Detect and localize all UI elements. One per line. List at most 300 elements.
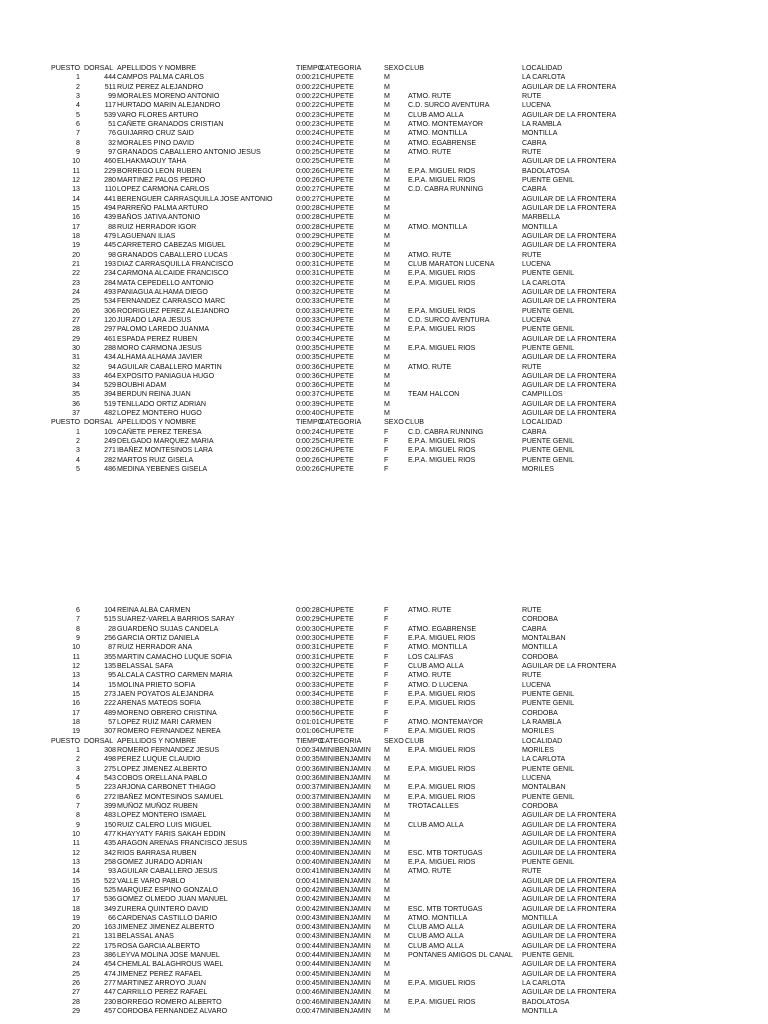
- position-cell: 1: [76, 427, 80, 436]
- club-cell: ATMO. MONTILLA: [408, 222, 468, 231]
- bib-cell: 515: [104, 615, 116, 624]
- bib-cell: 93: [108, 867, 116, 876]
- bib-cell: 284: [104, 278, 116, 287]
- sex-cell: M: [384, 259, 390, 268]
- position-cell: 10: [72, 643, 80, 652]
- category-cell: CHUPETE: [320, 680, 354, 689]
- club-cell: ATMO. RUTE: [408, 91, 452, 100]
- time-cell: 0:00:22: [296, 91, 320, 100]
- sex-cell: M: [384, 222, 390, 231]
- locality-cell: LA CARLOTA: [522, 979, 566, 988]
- sex-cell: F: [384, 446, 389, 455]
- position-cell: 19: [72, 727, 80, 736]
- sex-cell: M: [384, 895, 390, 904]
- position-cell: 14: [72, 680, 80, 689]
- runner-name-cell: BORREGO ROMERO ALBERTO: [117, 997, 222, 1006]
- club-cell: E.P.A. MIGUEL RIOS: [408, 979, 476, 988]
- sex-cell: M: [384, 997, 390, 1006]
- runner-name-cell: IBAÑEZ MONTESINOS LARA: [117, 446, 213, 455]
- runner-name-cell: MARTINEZ PALOS PEDRO: [117, 175, 206, 184]
- bib-cell: 394: [104, 390, 116, 399]
- sex-cell: M: [384, 969, 390, 978]
- locality-cell: AGUILAR DE LA FRONTERA: [522, 287, 617, 296]
- category-cell: CHUPETE: [320, 278, 354, 287]
- club-cell: ATMO. MONTILLA: [408, 643, 468, 652]
- bib-cell: 175: [104, 941, 116, 950]
- category-cell: CHUPETE: [320, 231, 354, 240]
- time-cell: 0:00:43: [296, 913, 320, 922]
- table-row: [0, 73, 768, 82]
- category-cell: CHUPETE: [320, 371, 354, 380]
- table-row: [0, 148, 768, 157]
- locality-cell: AGUILAR DE LA FRONTERA: [522, 297, 617, 306]
- time-cell: 0:00:36: [296, 764, 320, 773]
- category-cell: CHUPETE: [320, 455, 354, 464]
- bib-cell: 529: [104, 381, 116, 390]
- bib-cell: 342: [104, 848, 116, 857]
- category-cell: MINIBENJAMIN: [320, 783, 371, 792]
- runner-name-cell: IBAÑEZ MONTESINOS SAMUEL: [117, 792, 224, 801]
- table-row: [0, 942, 768, 951]
- runner-name-cell: JIMENEZ PEREZ RAFAEL: [117, 969, 203, 978]
- category-cell: CHUPETE: [320, 446, 354, 455]
- time-cell: 0:00:31: [296, 652, 320, 661]
- runner-name-cell: AGUILAR CABALLERO JESUS: [117, 867, 218, 876]
- position-cell: 28: [72, 997, 80, 1006]
- position-cell: 6: [76, 792, 80, 801]
- locality-cell: RUTE: [522, 867, 542, 876]
- table-row: [0, 204, 768, 213]
- sex-cell: M: [384, 306, 390, 315]
- position-cell: 26: [72, 306, 80, 315]
- runner-name-cell: BORREGO LEON RUBEN: [117, 166, 202, 175]
- bib-cell: 57: [108, 717, 116, 726]
- header-locality: LOCALIDAD: [522, 418, 563, 427]
- club-cell: ATMO. EGABRENSE: [408, 138, 477, 147]
- bib-cell: 477: [104, 829, 116, 838]
- sex-cell: M: [384, 941, 390, 950]
- runner-name-cell: RUIZ HERRADOR IGOR: [117, 222, 197, 231]
- sex-cell: M: [384, 801, 390, 810]
- table-row: [0, 120, 768, 129]
- category-cell: MINIBENJAMIN: [320, 951, 371, 960]
- table-row: [0, 372, 768, 381]
- table-row: [0, 774, 768, 783]
- locality-cell: AGUILAR DE LA FRONTERA: [522, 960, 617, 969]
- time-cell: 0:00:26: [296, 465, 320, 474]
- header-sex: SEXO: [384, 64, 404, 72]
- runner-name-cell: ESPADA PEREZ RUBEN: [117, 334, 198, 343]
- category-cell: CHUPETE: [320, 325, 354, 334]
- category-cell: CHUPETE: [320, 708, 354, 717]
- sex-cell: M: [384, 315, 390, 324]
- runner-name-cell: PEREZ LUQUE CLAUDIO: [117, 755, 201, 764]
- runner-name-cell: JURADO LARA JESUS: [117, 315, 192, 324]
- table-row: [0, 288, 768, 297]
- category-cell: CHUPETE: [320, 427, 354, 436]
- sex-cell: M: [384, 764, 390, 773]
- position-cell: 18: [72, 904, 80, 913]
- position-cell: 27: [72, 315, 80, 324]
- bib-cell: 498: [104, 755, 116, 764]
- time-cell: 0:00:32: [296, 278, 320, 287]
- locality-cell: RUTE: [522, 147, 542, 156]
- table-row: [0, 615, 768, 624]
- bib-cell: 94: [108, 362, 116, 371]
- bib-cell: 88: [108, 222, 116, 231]
- header-club: CLUB: [405, 418, 424, 427]
- table-row: [0, 625, 768, 634]
- bib-cell: 435: [104, 839, 116, 848]
- time-cell: 0:00:23: [296, 119, 320, 128]
- time-cell: 0:00:36: [296, 362, 320, 371]
- category-cell: CHUPETE: [320, 643, 354, 652]
- table-row: [0, 979, 768, 988]
- club-cell: TROTACALLES: [408, 801, 459, 810]
- locality-cell: LUCENA: [522, 315, 551, 324]
- category-cell: MINIBENJAMIN: [320, 848, 371, 857]
- time-cell: 0:00:33: [296, 297, 320, 306]
- sex-cell: M: [384, 166, 390, 175]
- time-cell: 0:00:32: [296, 661, 320, 670]
- table-row: [0, 400, 768, 409]
- locality-cell: CABRA: [522, 427, 547, 436]
- position-cell: 17: [72, 895, 80, 904]
- position-cell: 16: [72, 699, 80, 708]
- runner-name-cell: RODRIGUEZ PEREZ ALEJANDRO: [117, 306, 230, 315]
- bib-cell: 539: [104, 110, 116, 119]
- table-row: [0, 223, 768, 232]
- table-row: [0, 970, 768, 979]
- bib-cell: 457: [104, 1007, 116, 1016]
- category-cell: CHUPETE: [320, 157, 354, 166]
- time-cell: 0:00:21: [296, 73, 320, 82]
- club-cell: PONTANES AMIGOS DL CANAL: [408, 951, 513, 960]
- category-cell: CHUPETE: [320, 110, 354, 119]
- position-cell: 23: [72, 951, 80, 960]
- sex-cell: F: [384, 615, 389, 624]
- position-cell: 2: [76, 82, 80, 91]
- club-cell: TEAM HALCON: [408, 390, 460, 399]
- category-cell: CHUPETE: [320, 203, 354, 212]
- category-cell: CHUPETE: [320, 334, 354, 343]
- table-row: [0, 260, 768, 269]
- category-cell: MINIBENJAMIN: [320, 867, 371, 876]
- runner-name-cell: CARMONA ALCAIDE FRANCISCO: [117, 269, 229, 278]
- runner-name-cell: PALOMO LAREDO JUANMA: [117, 325, 210, 334]
- runner-name-cell: KHAYYATY FARIS SAKAH EDDIN: [117, 829, 226, 838]
- category-cell: MINIBENJAMIN: [320, 857, 371, 866]
- sex-cell: M: [384, 269, 390, 278]
- bib-cell: 308: [104, 745, 116, 754]
- sex-cell: M: [384, 119, 390, 128]
- position-cell: 1: [76, 73, 80, 82]
- runner-name-cell: ARAGON ARENAS FRANCISCO JESUS: [117, 839, 248, 848]
- sex-cell: M: [384, 185, 390, 194]
- club-cell: E.P.A. MIGUEL RIOS: [408, 792, 476, 801]
- time-cell: 0:00:44: [296, 951, 320, 960]
- runner-name-cell: GRANADOS CABALLERO LUCAS: [117, 250, 228, 259]
- runner-name-cell: CARRILLO PEREZ RAFAEL: [117, 988, 208, 997]
- runner-name-cell: MARTIN CAMACHO LUQUE SOFIA: [117, 652, 232, 661]
- bib-cell: 461: [104, 334, 116, 343]
- table-row: [0, 849, 768, 858]
- sex-cell: M: [384, 381, 390, 390]
- locality-cell: CABRA: [522, 624, 547, 633]
- position-cell: 11: [72, 839, 80, 848]
- locality-cell: PUENTE GENIL: [522, 343, 575, 352]
- table-row: [0, 793, 768, 802]
- bib-cell: 444: [104, 73, 116, 82]
- runner-name-cell: RIOS BARRASA RUBEN: [117, 848, 197, 857]
- runner-name-cell: BAÑOS JATIVA ANTONIO: [117, 213, 201, 222]
- category-cell: CHUPETE: [320, 101, 354, 110]
- locality-cell: LUCENA: [522, 101, 551, 110]
- bib-cell: 272: [104, 792, 116, 801]
- sex-cell: M: [384, 147, 390, 156]
- category-cell: CHUPETE: [320, 399, 354, 408]
- position-cell: 21: [72, 259, 80, 268]
- sex-cell: M: [384, 175, 390, 184]
- bib-cell: 275: [104, 764, 116, 773]
- table-row: [0, 241, 768, 250]
- sex-cell: M: [384, 960, 390, 969]
- locality-cell: PUENTE GENIL: [522, 699, 575, 708]
- category-cell: MINIBENJAMIN: [320, 801, 371, 810]
- runner-name-cell: CAÑETE GRANADOS CRISTIAN: [117, 119, 224, 128]
- table-row: [0, 681, 768, 690]
- category-cell: MINIBENJAMIN: [320, 885, 371, 894]
- category-cell: CHUPETE: [320, 409, 354, 418]
- sex-cell: M: [384, 334, 390, 343]
- sex-cell: F: [384, 727, 389, 736]
- club-cell: E.P.A. MIGUEL RIOS: [408, 699, 476, 708]
- runner-name-cell: ALHAMA ALHAMA JAVIER: [117, 353, 203, 362]
- table-row: [0, 811, 768, 820]
- locality-cell: PUENTE GENIL: [522, 306, 575, 315]
- club-cell: E.P.A. MIGUEL RIOS: [408, 306, 476, 315]
- club-cell: E.P.A. MIGUEL RIOS: [408, 175, 476, 184]
- position-cell: 21: [72, 932, 80, 941]
- category-cell: CHUPETE: [320, 353, 354, 362]
- runner-name-cell: BELASSAL SAFA: [117, 661, 174, 670]
- sex-cell: M: [384, 811, 390, 820]
- runner-name-cell: LOPEZ CARMONA CARLOS: [117, 185, 210, 194]
- bib-cell: 482: [104, 409, 116, 418]
- category-cell: CHUPETE: [320, 287, 354, 296]
- bib-cell: 297: [104, 325, 116, 334]
- category-cell: CHUPETE: [320, 241, 354, 250]
- category-cell: CHUPETE: [320, 343, 354, 352]
- locality-cell: MONTILLA: [522, 643, 558, 652]
- sex-cell: M: [384, 885, 390, 894]
- position-cell: 19: [72, 241, 80, 250]
- table-row: [0, 456, 768, 465]
- category-cell: CHUPETE: [320, 381, 354, 390]
- position-cell: 4: [76, 773, 80, 782]
- category-cell: CHUPETE: [320, 717, 354, 726]
- club-cell: LOS CALIFAS: [408, 652, 454, 661]
- runner-name-cell: MORO CARMONA JESUS: [117, 343, 202, 352]
- table-row: [0, 139, 768, 148]
- sex-cell: M: [384, 101, 390, 110]
- club-cell: CLUB AMO ALLA: [408, 923, 464, 932]
- runner-name-cell: ELHAKMAOUY TAHA: [117, 157, 187, 166]
- time-cell: 0:00:45: [296, 969, 320, 978]
- runner-name-cell: VALLE VARO PABLO: [117, 876, 186, 885]
- bib-cell: 249: [104, 437, 116, 446]
- locality-cell: MORILES: [522, 727, 554, 736]
- runner-name-cell: LEYVA MOLINA JOSE MANUEL: [117, 951, 220, 960]
- locality-cell: MORILES: [522, 465, 554, 474]
- category-cell: MINIBENJAMIN: [320, 764, 371, 773]
- category-cell: MINIBENJAMIN: [320, 1007, 371, 1016]
- sex-cell: F: [384, 633, 389, 642]
- sex-cell: M: [384, 390, 390, 399]
- runner-name-cell: MOLINA PRIETO SOFIA: [117, 680, 196, 689]
- header-club: CLUB: [405, 64, 424, 72]
- header-bib: DORSAL: [84, 418, 114, 427]
- locality-cell: MONTILLA: [522, 129, 558, 138]
- club-cell: CLUB AMO ALLA: [408, 820, 464, 829]
- sex-cell: F: [384, 437, 389, 446]
- locality-cell: LUCENA: [522, 680, 551, 689]
- club-cell: E.P.A. MIGUEL RIOS: [408, 727, 476, 736]
- table-row: [0, 690, 768, 699]
- time-cell: 0:00:43: [296, 923, 320, 932]
- runner-name-cell: COBOS ORELLANA PABLO: [117, 773, 208, 782]
- runner-name-cell: ZURERA QUINTERO DAVID: [117, 904, 209, 913]
- time-cell: 0:00:45: [296, 979, 320, 988]
- sex-cell: M: [384, 371, 390, 380]
- position-cell: 12: [72, 848, 80, 857]
- sex-cell: F: [384, 717, 389, 726]
- header-position: PUESTO: [51, 736, 81, 745]
- header-position: PUESTO: [51, 418, 81, 427]
- category-cell: MINIBENJAMIN: [320, 988, 371, 997]
- position-cell: 6: [76, 606, 80, 614]
- category-cell: MINIBENJAMIN: [320, 839, 371, 848]
- sex-cell: M: [384, 1007, 390, 1016]
- position-cell: 2: [76, 755, 80, 764]
- time-cell: 0:00:56: [296, 708, 320, 717]
- bib-cell: 97: [108, 147, 116, 156]
- position-cell: 25: [72, 297, 80, 306]
- category-cell: MINIBENJAMIN: [320, 997, 371, 1006]
- header-time: TIEMPO: [296, 418, 324, 427]
- table-row: [0, 129, 768, 138]
- runner-name-cell: MATA CEPEDELLO ANTONIO: [117, 278, 214, 287]
- club-cell: ATMO. RUTE: [408, 147, 452, 156]
- runner-name-cell: JAEN POYATOS ALEJANDRA: [117, 689, 214, 698]
- table-row: [0, 446, 768, 455]
- category-cell: MINIBENJAMIN: [320, 913, 371, 922]
- time-cell: 0:00:34: [296, 745, 320, 754]
- header-category: CATEGORIA: [320, 418, 362, 427]
- table-row: [0, 905, 768, 914]
- locality-cell: PUENTE GENIL: [522, 857, 575, 866]
- time-cell: 0:00:34: [296, 325, 320, 334]
- table-row: [0, 316, 768, 325]
- category-cell: MINIBENJAMIN: [320, 820, 371, 829]
- runner-name-cell: HURTADO MARIN ALEJANDRO: [117, 101, 221, 110]
- table-row: [0, 344, 768, 353]
- table-row: [0, 465, 768, 474]
- time-cell: 0:00:28: [296, 606, 320, 614]
- table-row: [0, 390, 768, 399]
- runner-name-cell: REINA ALBA CARMEN: [117, 606, 191, 614]
- header-time: TIEMPO: [296, 64, 324, 72]
- category-cell: CHUPETE: [320, 91, 354, 100]
- time-cell: 0:00:26: [296, 175, 320, 184]
- category-cell: MINIBENJAMIN: [320, 941, 371, 950]
- time-cell: 0:00:36: [296, 773, 320, 782]
- bib-cell: 489: [104, 708, 116, 717]
- sex-cell: M: [384, 278, 390, 287]
- category-cell: MINIBENJAMIN: [320, 923, 371, 932]
- runner-name-cell: BERENGUER CARRASQUILLA JOSE ANTONIO: [117, 194, 273, 203]
- time-cell: 0:00:25: [296, 157, 320, 166]
- bib-cell: 474: [104, 969, 116, 978]
- table-row: [0, 951, 768, 960]
- locality-cell: PUENTE GENIL: [522, 951, 575, 960]
- table-row: [0, 783, 768, 792]
- table-row: [0, 363, 768, 372]
- position-cell: 15: [72, 203, 80, 212]
- club-cell: E.P.A. MIGUEL RIOS: [408, 455, 476, 464]
- runner-name-cell: ROSA GARCIA ALBERTO: [117, 941, 200, 950]
- bib-cell: 519: [104, 399, 116, 408]
- sex-cell: M: [384, 904, 390, 913]
- locality-cell: AGUILAR DE LA FRONTERA: [522, 811, 617, 820]
- table-row: [0, 606, 768, 615]
- position-cell: 3: [76, 764, 80, 773]
- position-cell: 13: [72, 185, 80, 194]
- runner-name-cell: ARENAS MATEOS SOFIA: [117, 699, 201, 708]
- position-cell: 7: [76, 801, 80, 810]
- position-cell: 18: [72, 231, 80, 240]
- club-cell: C.D. CABRA RUNNING: [408, 427, 484, 436]
- header-category: CATEGORIA: [320, 64, 362, 72]
- bib-cell: 445: [104, 241, 116, 250]
- position-cell: 13: [72, 671, 80, 680]
- time-cell: 0:00:39: [296, 829, 320, 838]
- bib-cell: 193: [104, 259, 116, 268]
- club-cell: C.D. CABRA RUNNING: [408, 185, 484, 194]
- runner-name-cell: LOPEZ RUIZ MARI CARMEN: [117, 717, 212, 726]
- time-cell: 0:00:28: [296, 203, 320, 212]
- time-cell: 0:00:46: [296, 997, 320, 1006]
- locality-cell: AGUILAR DE LA FRONTERA: [522, 409, 617, 418]
- locality-cell: AGUILAR DE LA FRONTERA: [522, 932, 617, 941]
- bib-cell: 51: [108, 119, 116, 128]
- category-cell: CHUPETE: [320, 250, 354, 259]
- position-cell: 5: [76, 110, 80, 119]
- table-row: [0, 232, 768, 241]
- locality-cell: PUENTE GENIL: [522, 269, 575, 278]
- table-row: [0, 867, 768, 876]
- time-cell: 0:00:22: [296, 101, 320, 110]
- runner-name-cell: MORENO OBRERO CRISTINA: [117, 708, 217, 717]
- bib-cell: 434: [104, 353, 116, 362]
- time-cell: 0:00:40: [296, 848, 320, 857]
- sex-cell: M: [384, 848, 390, 857]
- bib-cell: 355: [104, 652, 116, 661]
- locality-cell: RUTE: [522, 250, 542, 259]
- locality-cell: AGUILAR DE LA FRONTERA: [522, 820, 617, 829]
- locality-cell: PUENTE GENIL: [522, 175, 575, 184]
- position-cell: 31: [72, 353, 80, 362]
